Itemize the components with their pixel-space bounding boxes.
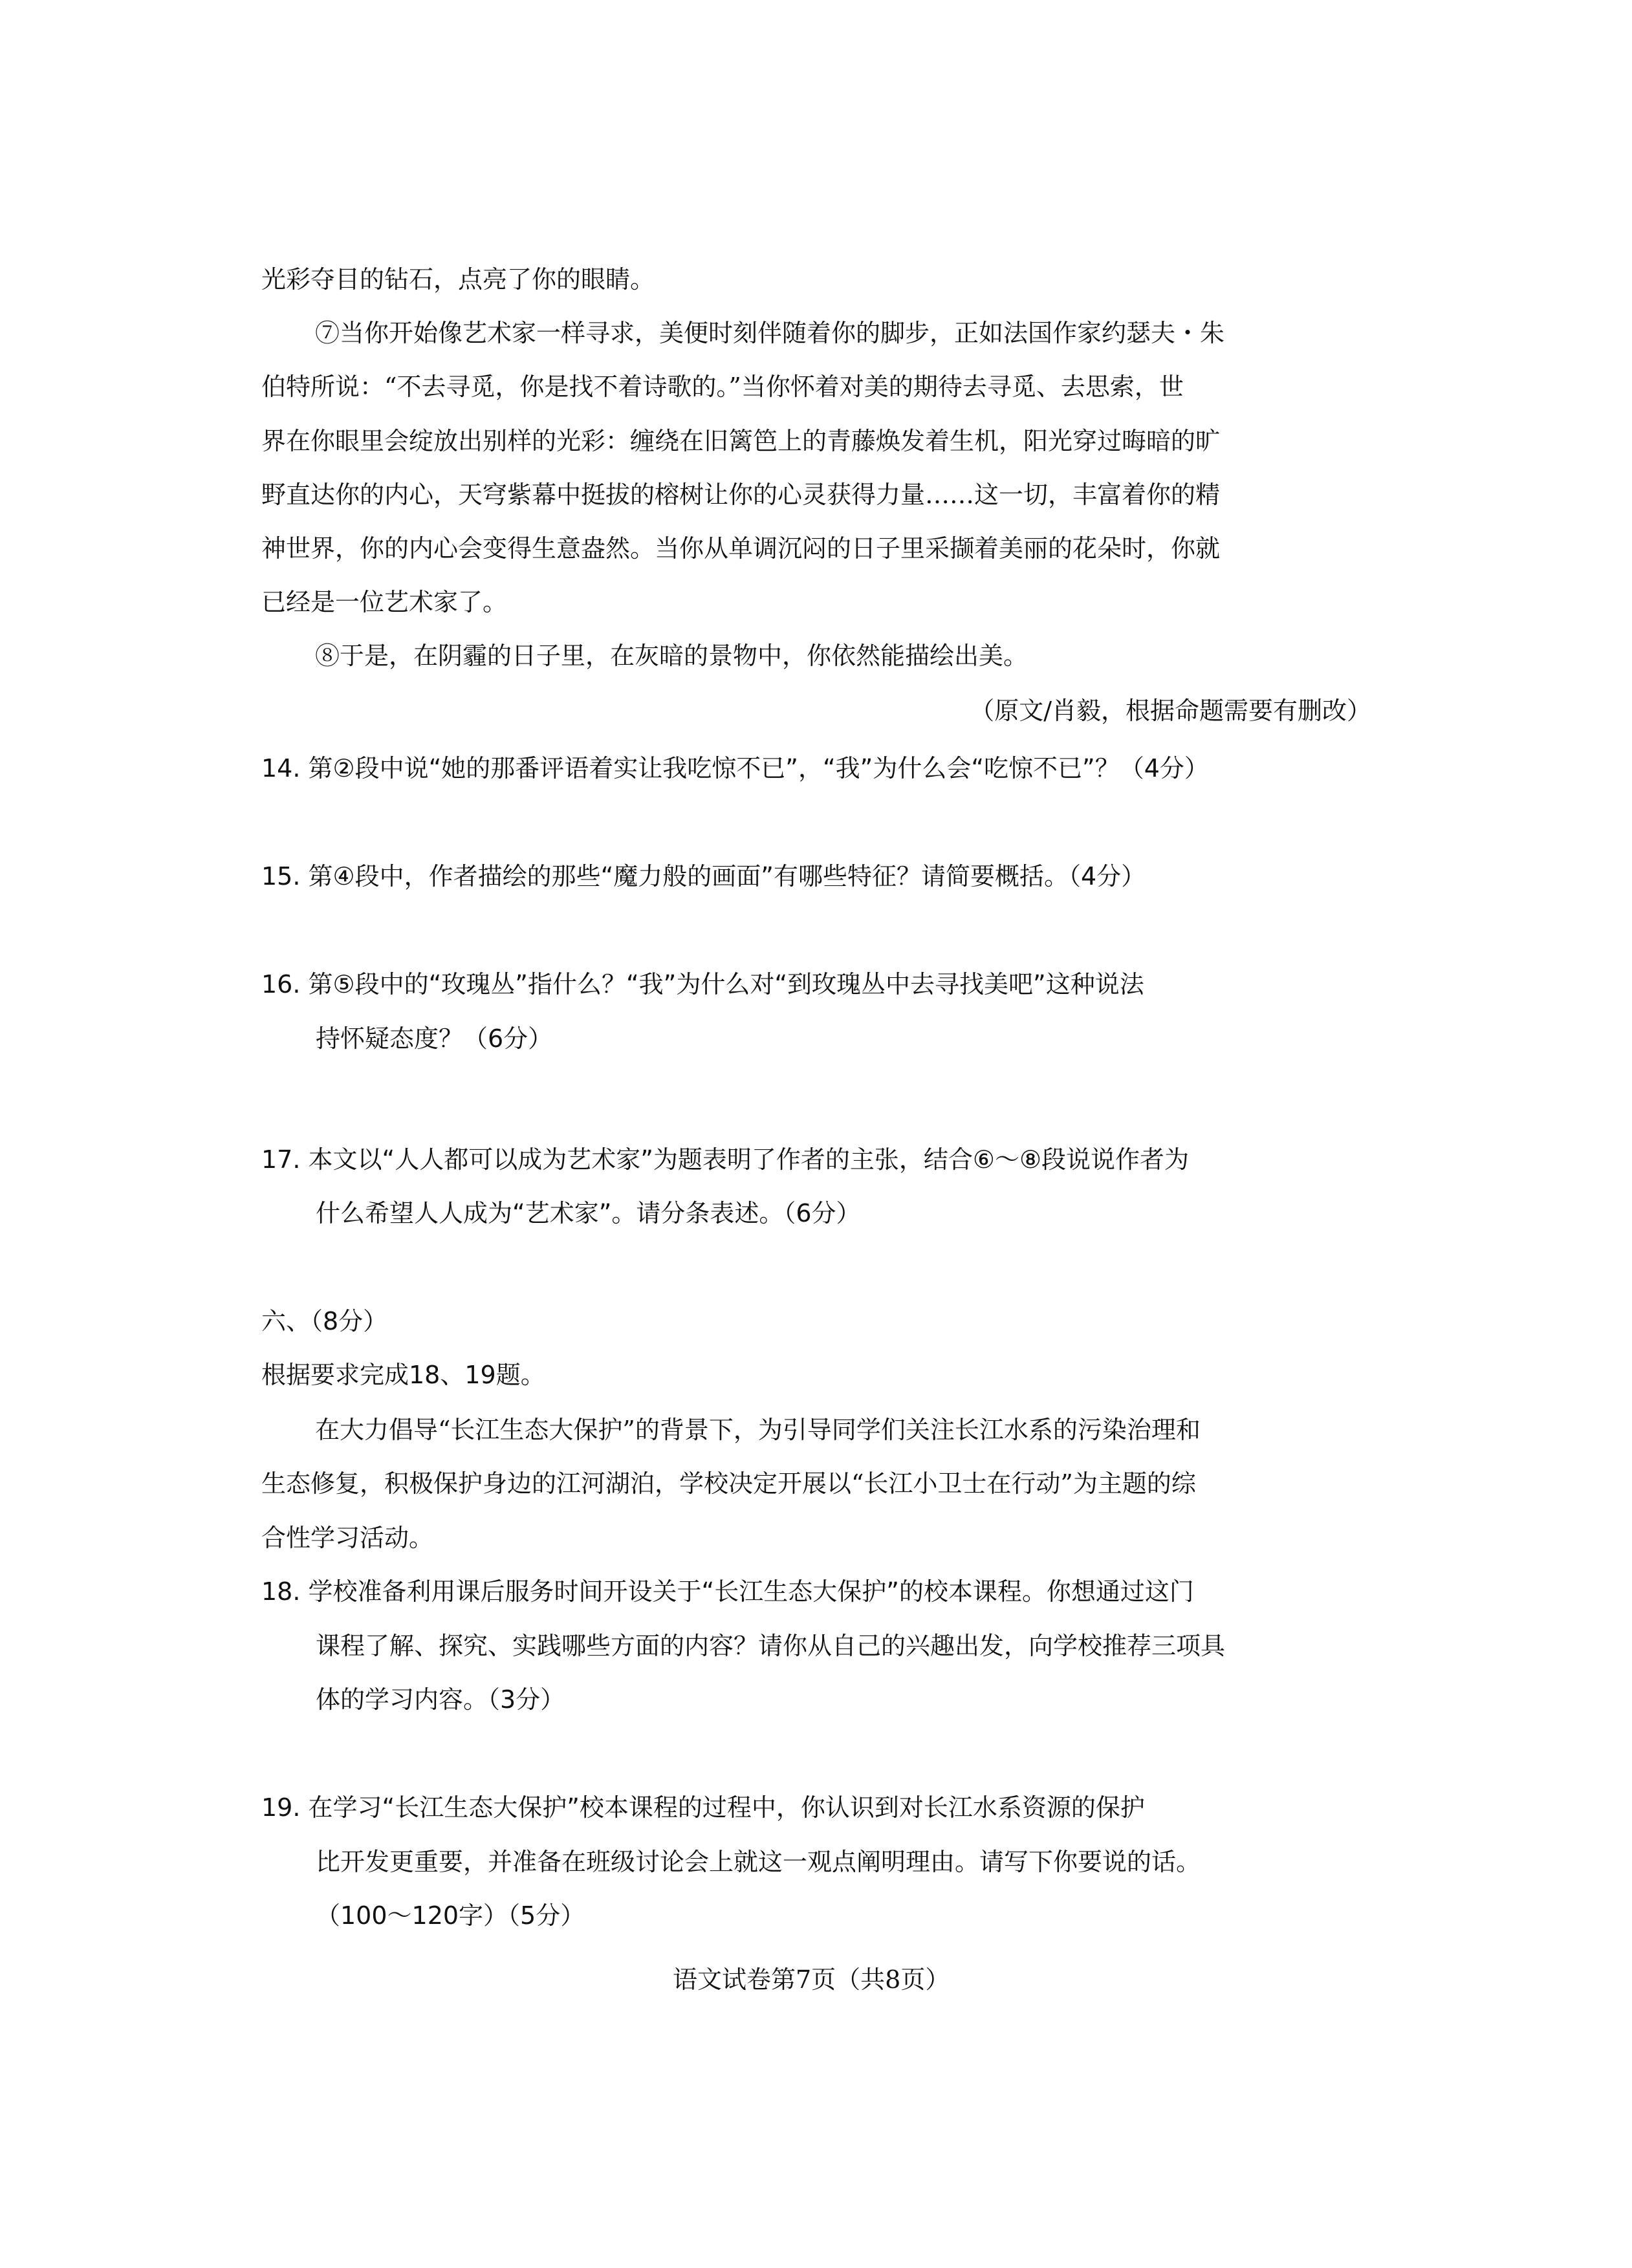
page-footer: 语文试卷第7页（共8页） [673, 1965, 950, 1994]
section-6-intro-line-2: 生态修复，积极保护身边的江河湖泊，学校决定开展以“长江小卫士在行动”为主题的综 [261, 1469, 1196, 1498]
passage-p7-line-1: ⑦当你开始像艺术家一样寻求，美便时刻伴随着你的脚步，正如法国作家约瑟夫・朱 [315, 319, 1225, 347]
question-14: 14. 第②段中说“她的那番评语着实让我吃惊不已”，“我”为什么会“吃惊不已”？（4分） [261, 754, 1209, 783]
passage-p8: ⑧于是，在阴霾的日子里，在灰暗的景物中，你依然能描绘出美。 [315, 642, 1028, 670]
question-18-line-3: 体的学习内容。（3分） [316, 1685, 565, 1714]
passage-p7-line-3: 界在你眼里会绽放出别样的光彩：缠绕在旧篱笆上的青藤焕发着生机，阳光穿过晦暗的旷 [261, 427, 1221, 455]
passage-p6-end: 光彩夺目的钻石，点亮了你的眼睛。 [261, 265, 655, 294]
question-19-line-3: （100～120字）（5分） [316, 1901, 585, 1930]
question-19-line-2: 比开发更重要，并准备在班级讨论会上就这一观点阐明理由。请写下你要说的话。 [316, 1848, 1201, 1876]
question-18-line-2: 课程了解、探究、实践哪些方面的内容？请你从自己的兴趣出发，向学校推荐三项具 [316, 1632, 1226, 1660]
passage-p7-line-6: 已经是一位艺术家了。 [261, 588, 508, 616]
question-19-line-1: 19. 在学习“长江生态大保护”校本课程的过程中，你认识到对长江水系资源的保护 [261, 1793, 1145, 1822]
question-18-line-1: 18. 学校准备利用课后服务时间开设关于“长江生态大保护”的校本课程。你想通过这门 [261, 1577, 1194, 1606]
question-16-line-1: 16. 第⑤段中的“玫瑰丛”指什么？“我”为什么对“到玫瑰丛中去寻找美吧”这种说法 [261, 970, 1144, 999]
section-6-instruction: 根据要求完成18、19题。 [261, 1361, 545, 1389]
section-6-heading: 六、（8分） [261, 1307, 388, 1335]
question-17-line-1: 17. 本文以“人人都可以成为艺术家”为题表明了作者的主张，结合⑥～⑧段说说作者为 [261, 1145, 1190, 1174]
question-16-line-2: 持怀疑态度？（6分） [316, 1024, 553, 1053]
passage-p7-line-4: 野直达你的内心，天穹紫幕中挺拔的榕树让你的心灵获得力量……这一切，丰富着你的精 [261, 481, 1221, 509]
passage-p7-line-5: 神世界，你的内心会变得生意盎然。当你从单调沉闷的日子里采撷着美丽的花朵时，你就 [261, 534, 1221, 563]
section-6-intro-line-3: 合性学习活动。 [261, 1524, 434, 1552]
passage-source: （原文/肖毅，根据命题需要有删改） [970, 697, 1371, 725]
question-17-line-2: 什么希望人人成为“艺术家”。请分条表述。（6分） [316, 1199, 861, 1227]
question-15: 15. 第④段中，作者描绘的那些“魔力般的画面”有哪些特征？请简要概括。（4分） [261, 862, 1146, 891]
section-6-intro-line-1: 在大力倡导“长江生态大保护”的背景下，为引导同学们关注长江水系的污染治理和 [315, 1416, 1201, 1444]
passage-p7-line-2: 伯特所说：“不去寻觅，你是找不着诗歌的。”当你怀着对美的期待去寻觅、去思索，世 [261, 373, 1184, 401]
